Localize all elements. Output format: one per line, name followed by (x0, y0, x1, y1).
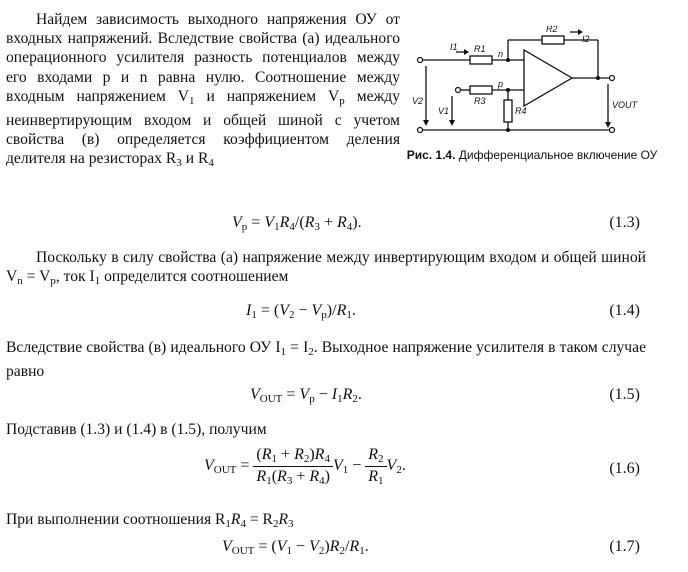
label-r2: R2 (546, 26, 558, 34)
label-r3: R3 (474, 96, 486, 106)
equation-1-5-number: (1.5) (609, 386, 640, 403)
figure-caption (404, 148, 660, 163)
para3-c: . Выходное напряжение усилителя в таком случае равно (6, 339, 646, 381)
equation-1-6 (0, 444, 640, 494)
para2-c: , ток I (55, 268, 95, 286)
intro-mid: и напряжением V (194, 87, 340, 105)
label-r1: R1 (474, 44, 486, 54)
para2-text: Поскольку в силу свойства (а) напряжение между инвертирующим входом и общей шиной V (6, 249, 646, 286)
intro-r4-sub: 4 (208, 157, 214, 170)
equation-1-4-number: (1.4) (609, 302, 640, 319)
intro-and: и R (181, 150, 209, 168)
para5-text: При выполнении соотношения R (6, 511, 226, 528)
equation-1-7-number: (1.7) (609, 538, 640, 555)
intro-vp-sub: p (339, 94, 345, 107)
para5-d: R (278, 511, 288, 528)
label-p: p (498, 79, 504, 89)
circuit-diagram (412, 26, 652, 156)
paragraph-2: Поскольку в силу свойства (а) напряжение между инвертирующим входом и общей шиной $V_n = V_p$, ток $I_1$ определится соотношением (6, 249, 646, 288)
intro-v1-sub: 1 (189, 94, 195, 107)
intro-lead: Найдем зависимость выходного напряжения ОУ от входных напряжений. Вследствие свойства (а) идеального операционного усилителя разность потенциалов между его входами p и n равна нулю. Соотношение между входным напряжением V (6, 11, 400, 105)
para3-b: = I (286, 339, 309, 356)
equation-1-4 (0, 302, 640, 324)
label-vout: VOUT (612, 100, 638, 110)
label-r4: R4 (515, 106, 527, 116)
equation-1-6-body: $V_{OUT}$ = $\frac{(R_1 + R_2)R_4}{R_1(R_3 + R_4)}$ $V_1$ − $\frac{R_2}{R_1}$ $V_2$. (204, 446, 406, 487)
label-i2: I2 (582, 34, 590, 44)
caption-text: Дифференциальное включение ОУ (455, 148, 658, 162)
paragraph-3: Вследствие свойства (в) идеального ОУ $I_1 = I_2$. Выходное напряжение усилителя в таком случае равно (6, 339, 646, 381)
intro-tail: между неинвертирующим входом и общей шиной с учетом свойства (в) определяется коэффициентом деления делителя на резисторах R (6, 87, 400, 168)
label-i1: I1 (450, 42, 458, 52)
label-v2: V2 (412, 96, 424, 106)
equation-1-5 (0, 386, 640, 408)
equation-1-6-number: (1.6) (609, 460, 640, 477)
caption-bold: Рис. 1.4. (406, 148, 456, 162)
para2-b: = V (22, 268, 51, 286)
para2-d: определится соотношением (100, 268, 289, 286)
label-v1: V1 (438, 106, 450, 116)
para3-text: Вследствие свойства (в) идеального ОУ I (6, 339, 281, 356)
equation-1-5-body: $V_{OUT} = V_p - I_1R_2$. (250, 386, 362, 405)
intro-paragraph (6, 10, 400, 174)
equation-1-3 (0, 214, 640, 236)
intro-r3-sub: 3 (176, 157, 182, 170)
paragraph-4 (6, 420, 646, 439)
paragraph-5: При выполнении соотношения $R_1R_4 = R_2R_3$ (6, 511, 294, 530)
equation-1-3-body: $V_p = V_1R_4/(R_3 + R_4)$. (232, 214, 362, 233)
equation-1-7 (0, 538, 640, 560)
equation-1-4-body: $I_1 = (V_2 - V_p)/R_1$. (246, 302, 356, 321)
para5-b: R (230, 511, 241, 528)
label-n: n (498, 49, 504, 59)
equation-1-3-number: (1.3) (609, 214, 640, 231)
para5-c: = R (245, 511, 273, 528)
para4-text: Подставив (1.3) и (1.4) в (1.5), получим (6, 421, 267, 438)
equation-1-7-body: $V_{OUT} = (V_1 - V_2)R_2/R_1$. (222, 538, 369, 557)
